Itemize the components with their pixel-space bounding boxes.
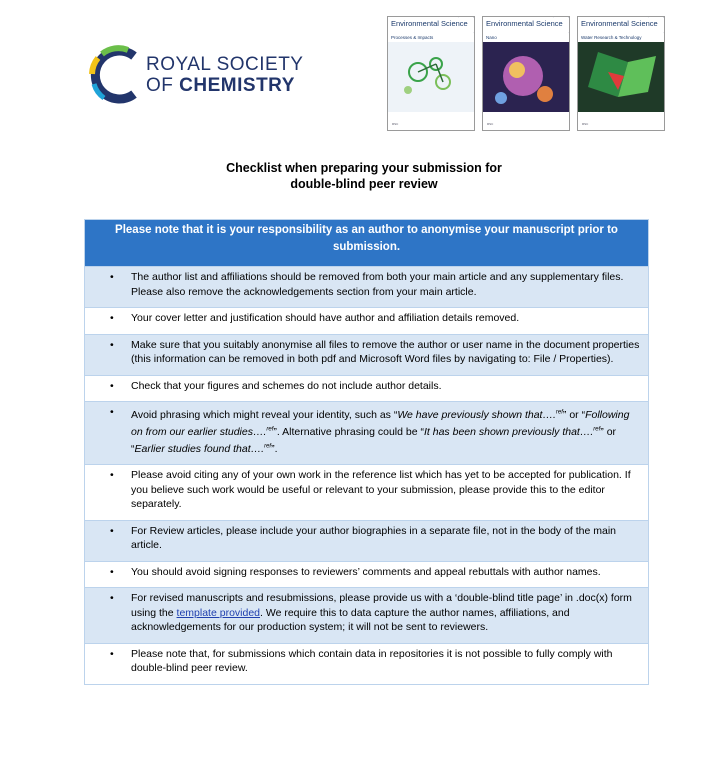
bullet: • [110, 338, 114, 351]
logo-line2-bold: CHEMISTRY [179, 75, 295, 96]
table-row [85, 561, 649, 588]
cover-water-research: Environmental Science Water Research & Technology RSC [577, 16, 665, 131]
table-header: Please note that it is your responsibility as an author to anonymise your manuscript prior to submission. [85, 220, 649, 267]
cover-nano: Environmental Science Nano RSC [482, 16, 570, 131]
cover-title: Environmental Science [581, 19, 658, 28]
table-row [85, 643, 649, 684]
table-row [85, 465, 649, 521]
table-row [85, 520, 649, 561]
item-text: Make sure that you suitably anonymise all files to remove the author or user name in the document properties (this information can be removed in both pdf and Microsoft Word files by navigating to: File / Properties). [131, 338, 640, 365]
table-row [85, 588, 649, 644]
cover-artwork-crystal [578, 42, 664, 112]
bullet: • [110, 469, 114, 481]
item-text: Avoid phrasing which might reveal your identity, such as “We have previously shown that….$^{ref}$” or “Following on from our earlier studies….$^{ref}$”. Alternative phrasing could be “It has been shown previously that….$^{ref}$” or “Earlier studies found that….$^{ref}$”. [131, 408, 630, 455]
rsc-logo-icon [88, 44, 144, 106]
table-row [85, 267, 649, 308]
cover-subtitle: Water Research & Technology [581, 35, 642, 40]
item-text: Check that your figures and schemes do not include author details. [131, 379, 442, 392]
template-provided-link[interactable]: template provided [176, 606, 261, 619]
item-text: Your cover letter and justification should have author and affiliation details removed. [131, 312, 520, 324]
bullet: • [110, 565, 114, 578]
item-text: Please avoid citing any of your own work in the reference list which has yet to be accepted for publication. If you believe such work would be useful or relevant to your submission, please provide this to the editor separately. [131, 469, 631, 510]
table-row [85, 308, 649, 335]
bullet: • [110, 524, 114, 537]
table-row [85, 334, 649, 375]
bullet: • [110, 379, 114, 392]
logo-line2: OF CHEMISTRY [146, 75, 295, 96]
checklist-table [84, 219, 649, 685]
table-row [85, 375, 649, 402]
title-line1: Checklist when preparing your submission for [226, 161, 502, 175]
item-text: You should avoid signing responses to reviewers’ comments and appeal rebuttals with author names. [131, 565, 601, 578]
item-text: Please note that, for submissions which contain data in repositories it is not possible to fully comply with double-blind peer review. [131, 647, 613, 674]
item-text: For Review articles, please include your author biographies in a separate file, not in the body of the main article. [131, 524, 617, 551]
rsc-logo-text [146, 54, 303, 96]
cover-artwork-sphere [483, 42, 569, 112]
cover-subtitle: Processes & Impacts [391, 35, 434, 40]
cover-title: Environmental Science [391, 19, 468, 28]
bullet: • [110, 647, 114, 660]
item-text: The author list and affiliations should be removed from both your main article and any supplementary files. Please also remove the acknowledgements section from your main article. [131, 271, 624, 298]
rsc-logo [88, 44, 308, 108]
cover-processes-impacts: Environmental Science Processes & Impacts RSC [387, 16, 475, 131]
item-text: For revised manuscripts and resubmissions, please provide us with a ‘double-blind title page’ in .doc(x) form using the template provided. We require this to data capture the author names, affiliations, and acknowledgements for our production system; it will not be sent to reviewers. [131, 592, 632, 633]
cover-subtitle: Nano [486, 35, 497, 40]
cover-artwork-molecules [388, 42, 474, 112]
journal-covers [387, 16, 672, 131]
bullet: • [110, 406, 114, 418]
cover-title: Environmental Science [486, 19, 563, 28]
logo-line1: ROYAL SOCIETY [146, 54, 304, 75]
title-line2: double-blind peer review [290, 177, 438, 191]
bullet: • [110, 312, 114, 324]
table-header-row [85, 220, 649, 267]
bullet: • [110, 592, 114, 604]
page-title [0, 160, 728, 192]
bullet: • [110, 271, 114, 283]
table-row [85, 402, 649, 465]
